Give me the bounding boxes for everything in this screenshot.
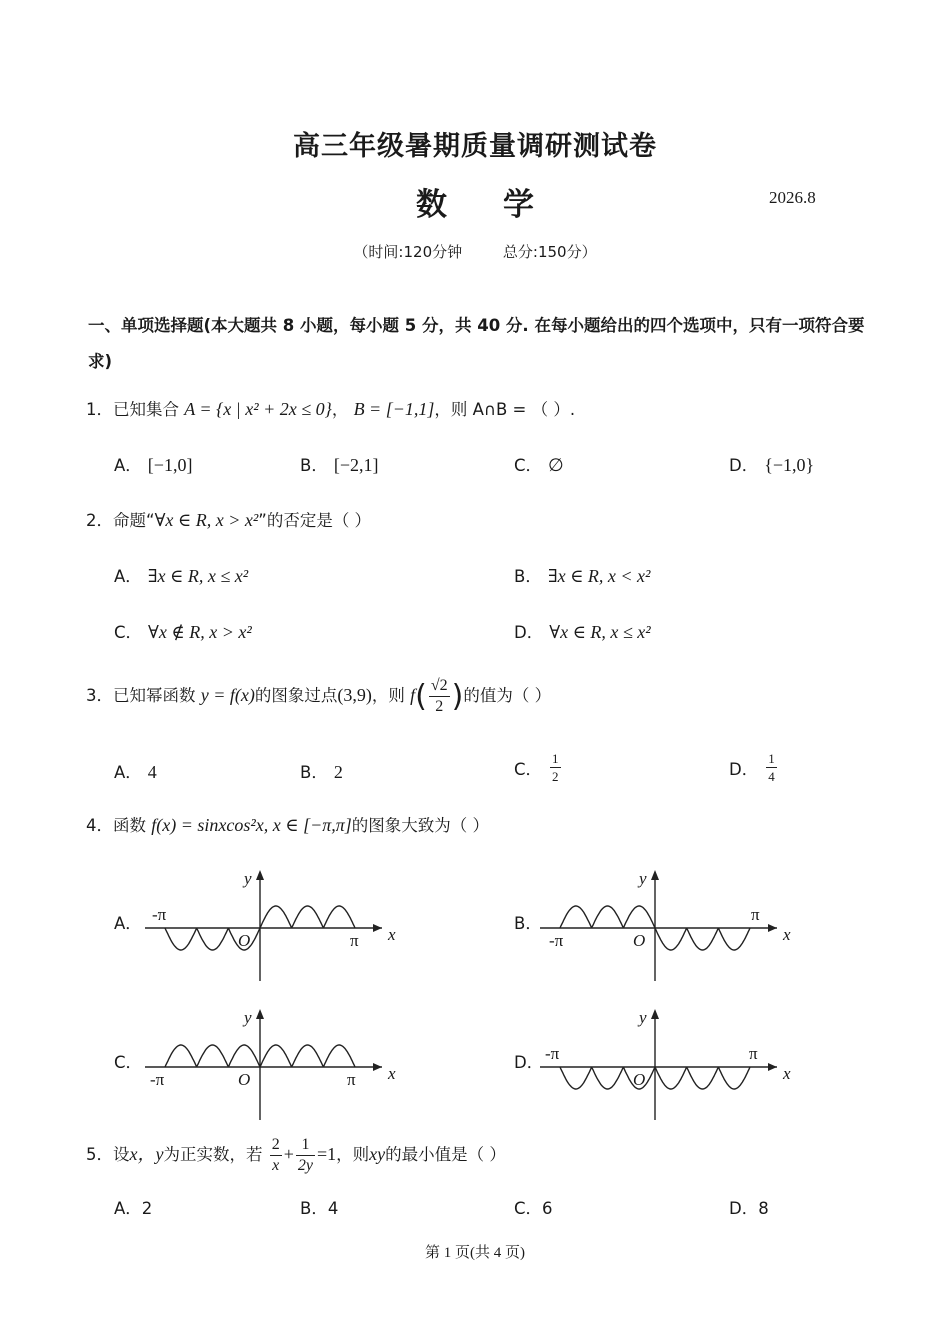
neg-pi-label: -π: [150, 1070, 165, 1089]
x-axis-label: x: [783, 1064, 791, 1083]
question-number: 5．: [86, 1145, 113, 1164]
denominator: x: [272, 1157, 280, 1174]
question-5: [86, 1137, 506, 1174]
x-axis-label: x: [783, 925, 791, 944]
question-3: [86, 678, 551, 715]
option-label: B．: [514, 567, 542, 586]
numerator: 1: [768, 751, 775, 766]
exam-time: （时间:120分钟: [353, 243, 463, 261]
left-paren: (: [415, 679, 427, 714]
fraction: [766, 752, 777, 783]
question-text: 已知集合: [113, 400, 179, 419]
option-label: A．: [114, 1199, 142, 1218]
exam-title: 高三年级暑期质量调研测试卷: [293, 131, 657, 162]
question-1: [86, 396, 575, 420]
origin-label: O: [238, 931, 251, 950]
option-label: C．: [514, 759, 543, 779]
denominator: 4: [768, 769, 775, 784]
function-expr: y = f(x): [200, 685, 255, 705]
fraction: [270, 1137, 282, 1174]
y-axis-label: y: [244, 869, 252, 888]
question-2: [86, 507, 371, 531]
graph-option-b[interactable]: [535, 866, 795, 986]
exam-date: 2026.8: [769, 188, 816, 207]
pi-label: π: [350, 931, 359, 950]
option-label: D．: [729, 759, 759, 779]
option-a[interactable]: [114, 452, 192, 476]
option-a[interactable]: [114, 759, 157, 783]
question-text: 的最小值是（ ）: [385, 1145, 506, 1164]
option-value: ∅: [548, 455, 564, 475]
x-axis-arrow: [768, 924, 777, 932]
option-value: 4: [147, 762, 157, 782]
neg-pi-label: -π: [152, 905, 167, 924]
fraction: [296, 1137, 315, 1174]
option-value: 4: [327, 1199, 339, 1218]
function-expr: f(x) = sinxcos²x, x ∈ [−π,π]: [151, 815, 352, 835]
graph-option-a[interactable]: [140, 866, 400, 986]
proposition: ∀x ∈ R, x > x²: [154, 510, 259, 530]
option-label: D．: [729, 1199, 759, 1218]
graph-option-d[interactable]: [535, 1005, 795, 1125]
option-b[interactable]: [514, 563, 650, 587]
option-value: 8: [758, 1199, 769, 1218]
set-a: A = {x | x² + 2x ≤ 0}: [184, 399, 332, 419]
exam-meta: [0, 241, 950, 262]
option-value: ∃x ∈ R, x ≤ x²: [147, 566, 249, 586]
exam-score: 总分:150分）: [502, 243, 597, 261]
fraction: [550, 752, 561, 783]
y-axis-arrow: [256, 870, 264, 880]
question-text: ，则: [371, 686, 405, 705]
variables: x，y: [129, 1144, 164, 1164]
question-text: ，则: [336, 1145, 370, 1164]
graph-option-c-label[interactable]: C．: [114, 1053, 143, 1072]
option-b[interactable]: [300, 1195, 338, 1219]
x-axis-label: x: [388, 1064, 396, 1083]
point: (3,9): [337, 685, 372, 705]
question-number: 4．: [86, 816, 113, 835]
question-text: ，则 A∩B = （ ）.: [434, 400, 576, 419]
pi-label: π: [347, 1070, 356, 1089]
question-text: 命题“: [113, 511, 155, 530]
option-label: A．: [114, 456, 142, 475]
y-axis-label: y: [639, 869, 647, 888]
option-label: C．: [514, 456, 543, 475]
pi-label: π: [751, 905, 760, 924]
denominator: 2y: [297, 1157, 313, 1174]
numerator: √2: [429, 678, 450, 697]
option-a[interactable]: [114, 1195, 152, 1219]
question-text: 的图象大致为（ ）: [351, 816, 490, 835]
pi-label: π: [749, 1044, 758, 1063]
set-b: B = [−1,1]: [353, 399, 435, 419]
origin-label: O: [238, 1070, 251, 1089]
fraction: [429, 678, 450, 715]
option-d[interactable]: [729, 752, 779, 783]
option-label: D．: [729, 456, 759, 475]
graph-option-c[interactable]: [140, 1005, 400, 1125]
question-number: 1．: [86, 400, 113, 419]
option-label: B．: [300, 1199, 328, 1218]
option-d[interactable]: [514, 619, 651, 643]
function-name: f: [410, 685, 416, 705]
x-axis-arrow: [373, 1063, 382, 1071]
option-b[interactable]: [300, 759, 343, 783]
option-value: ∀x ∉ R, x > x²: [148, 622, 252, 642]
neg-pi-label: -π: [545, 1044, 560, 1063]
y-axis-arrow: [256, 1009, 264, 1019]
option-label: C．: [514, 1199, 543, 1218]
option-c[interactable]: [514, 452, 564, 476]
x-axis-arrow: [373, 924, 382, 932]
option-d[interactable]: [729, 1195, 769, 1219]
option-value: [−1,0]: [147, 455, 193, 475]
option-c[interactable]: [514, 1195, 553, 1219]
option-a[interactable]: [114, 563, 248, 587]
option-c[interactable]: [114, 619, 252, 643]
numerator: 1: [296, 1137, 315, 1156]
option-d[interactable]: [729, 452, 814, 476]
graph-option-b-label[interactable]: B．: [514, 914, 542, 933]
subject-title: 数学: [416, 187, 590, 223]
neg-pi-label: -π: [549, 931, 564, 950]
option-label: A．: [114, 567, 142, 586]
question-number: 2．: [86, 511, 113, 530]
option-label: C．: [114, 623, 143, 642]
graph-option-a-label[interactable]: A．: [114, 914, 142, 933]
section-heading: 一、单项选择题(本大题共 8 小题，每小题 5 分，共 40 分. 在每小题给出的四个选项中，只有一项符合要求): [88, 316, 865, 371]
question-text: 的图象过点: [254, 686, 338, 705]
page-footer: 第 1 页(共 4 页): [425, 1245, 525, 1261]
plus-sign: +: [283, 1144, 294, 1164]
origin-label: O: [633, 1070, 646, 1089]
option-value: {−1,0}: [764, 455, 815, 475]
option-value: [−2,1]: [333, 455, 379, 475]
option-value: 6: [542, 1199, 553, 1218]
option-value: ∃x ∈ R, x < x²: [547, 566, 651, 586]
separator: ，: [331, 400, 349, 419]
option-c[interactable]: [514, 752, 563, 783]
question-text: 设: [113, 1145, 130, 1164]
question-text: ”的否定是（ ）: [258, 511, 372, 530]
question-text: 为正实数，若: [163, 1145, 263, 1164]
origin-label: O: [633, 931, 646, 950]
option-label: D．: [514, 623, 544, 642]
question-number: 3．: [86, 686, 113, 705]
x-axis-arrow: [768, 1063, 777, 1071]
y-axis-arrow: [651, 1009, 659, 1019]
numerator: 1: [552, 751, 559, 766]
numerator: 2: [270, 1137, 282, 1156]
question-4: [86, 812, 489, 836]
x-axis-label: x: [388, 925, 396, 944]
denominator: 2: [435, 698, 444, 715]
question-text: 的值为（ ）: [463, 686, 552, 705]
denominator: 2: [552, 769, 559, 784]
option-label: A．: [114, 763, 142, 782]
right-paren: ): [451, 679, 464, 714]
y-axis-label: y: [639, 1008, 647, 1027]
option-b[interactable]: [300, 452, 378, 476]
option-label: B．: [300, 456, 328, 475]
y-axis-arrow: [651, 870, 659, 880]
option-value: 2: [141, 1199, 153, 1218]
question-text: 函数: [113, 816, 146, 835]
option-label: B．: [300, 763, 328, 782]
question-text: 已知幂函数: [113, 686, 196, 705]
option-value: ∀x ∈ R, x ≤ x²: [549, 622, 651, 642]
graph-option-d-label[interactable]: D．: [514, 1053, 544, 1072]
product: xy: [369, 1144, 386, 1164]
equals: =1: [317, 1144, 337, 1164]
y-axis-label: y: [244, 1008, 252, 1027]
option-value: 2: [333, 762, 343, 782]
